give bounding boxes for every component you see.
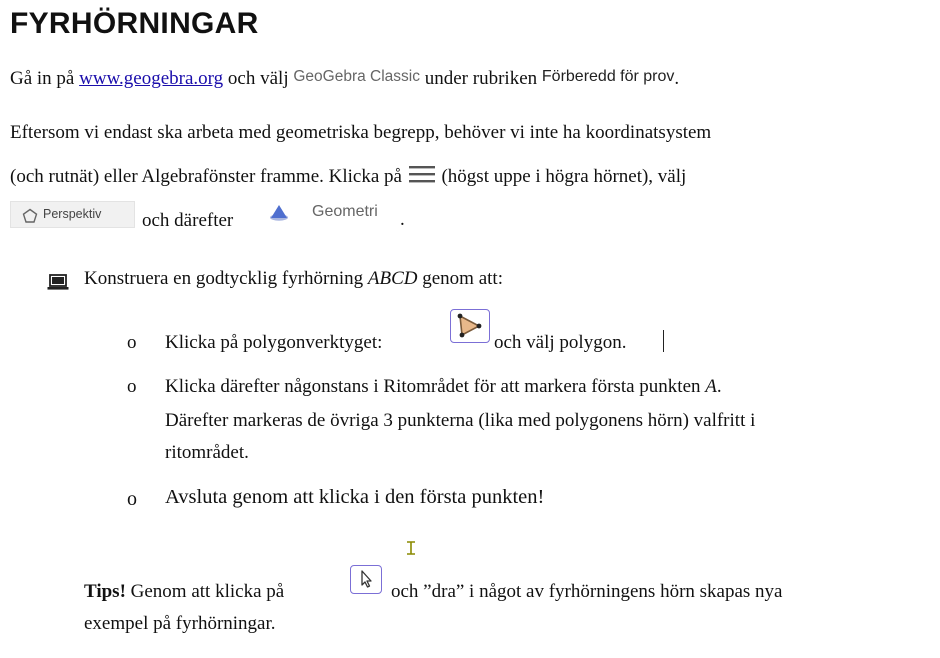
geogebra-link[interactable]: www.geogebra.org	[79, 68, 224, 89]
step2-line1	[165, 376, 722, 398]
para2-line2b: (högst uppe i högra hörnet), välj	[441, 166, 687, 187]
intro-text-2: och välj	[227, 68, 289, 89]
step1-text-post: och välj polygon.	[494, 332, 627, 353]
step1-text-pre: Klicka på polygonverktyget:	[165, 332, 383, 353]
intro-text-3: under rubriken	[424, 68, 538, 89]
text-cursor-icon	[406, 541, 416, 560]
tips-text-pre: Genom att klicka på	[130, 581, 285, 602]
step2-point-a: A	[705, 376, 717, 397]
tips-text-post: och ”dra” i något av fyrhörningens hörn skapas nya	[391, 581, 783, 602]
para2-line2a: (och rutnät) eller Algebrafönster framme. Klicka på	[10, 166, 402, 187]
step2-bullet: o	[127, 376, 137, 397]
step2-line3: ritområdet.	[165, 442, 249, 463]
task-text-abcd: ABCD	[367, 268, 418, 289]
perspektiv-button	[10, 201, 135, 228]
step2-line1-end: .	[716, 376, 722, 397]
step3-text: Avsluta genom att klicka i den första punkten!	[165, 486, 545, 508]
step1-bullet: o	[127, 332, 137, 353]
geogebra-classic-label: GeoGebra Classic	[293, 68, 420, 85]
intro-end: .	[674, 68, 680, 89]
polygon-tool-icon	[450, 309, 490, 343]
tips-line2: exempel på fyrhörningar.	[84, 613, 276, 634]
och-darefter-text: och därefter	[142, 210, 234, 231]
intro-text-1: Gå in på	[10, 68, 75, 89]
step2-line1-pre: Klicka därefter någonstans i Ritområdet för att markera första punkten	[165, 376, 701, 397]
pentagon-icon	[22, 208, 38, 224]
task-intro	[84, 268, 503, 290]
para2-line1: Eftersom vi endast ska arbeta med geometriska begrepp, behöver vi inte ha koordinatsystem	[10, 122, 712, 143]
task-text-pre: Konstruera en godtycklig fyrhörning	[84, 268, 364, 289]
para2-line2	[10, 166, 686, 188]
text-caret	[663, 330, 664, 352]
tips-line1	[84, 581, 284, 603]
move-cursor-icon	[350, 565, 382, 594]
geometri-label: Geometri	[312, 203, 378, 220]
forberedd-for-prov-label: Förberedd för prov	[541, 68, 675, 85]
tips-label: Tips!	[84, 581, 126, 602]
step2-line2: Därefter markeras de övriga 3 punkterna (lika med polygonens hörn) valfritt i	[165, 410, 756, 431]
intro-line	[10, 68, 679, 90]
page-title: FYRHÖRNINGAR	[10, 7, 259, 40]
hamburger-menu-icon	[407, 165, 437, 183]
task-text-post: genom att:	[422, 268, 503, 289]
laptop-icon	[47, 273, 69, 296]
step3-bullet: o	[127, 488, 137, 510]
geometry-triangle-icon	[268, 204, 290, 227]
perspektiv-label: Perspektiv	[43, 207, 102, 221]
para2-end: .	[400, 209, 405, 230]
